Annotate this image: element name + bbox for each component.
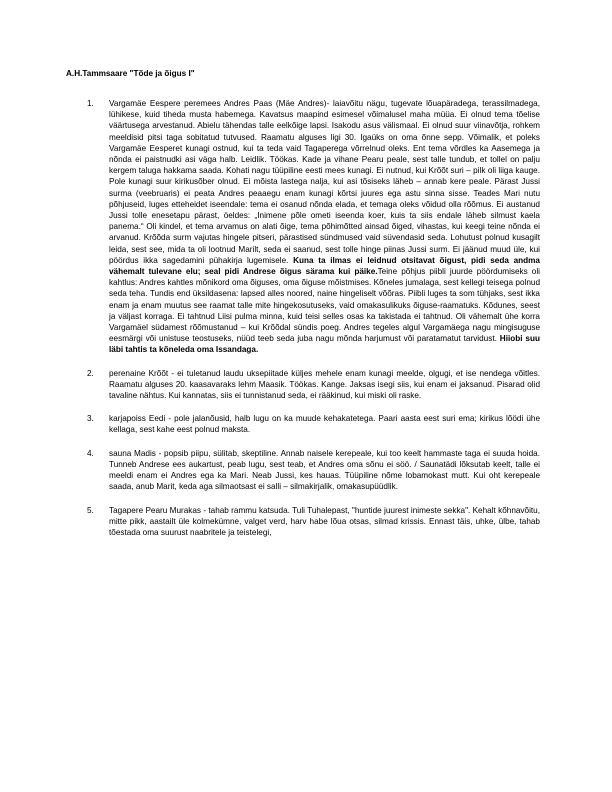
text-segment: Teine põhjus piibli juurde pöördumiseks oli kahtlus: Andres kahtles mõnikord oma õiguses, oma õiguse mõistmises. Kõneles jumalaga, sest kellegi teisega polnud seda teha. Tundis end üksildasena: lapsed alles noored, naine hingeliselt võõras. Piibli luges ta som tühjaks, sest ikka enam ja enam muutus see raamat talle mite hingekosutuseks, vaid omakasulikuks õiguse-raamatuks. Kõdunes, seest ja väljast korraga. Ei tahtnud Liisi pulma minna, kuid teisi selles osas ka takistada ei tahtnud. Oli vähemalt ühe korra Vargamäel südamest rõõmustanud – kui Krõõdal sündis poeg. Andres tegeles algul Vargamäega nagu mingisuguse eesmärgi või unistuse teostuseks, nüüd teeb seda juba nagu mõnda harjumust või paratamatut tarvidust. xyxy=(109,267,540,344)
list-item-paragraph xyxy=(109,448,540,493)
list-item-paragraph xyxy=(109,413,540,435)
list-item-number: 5. xyxy=(87,505,94,515)
list-item-number: 1. xyxy=(87,99,94,108)
bold-text-segment: Hiiobi suu läbi tahtis ta kõneleda oma Issandaga. xyxy=(109,334,540,355)
list-item-paragraph xyxy=(109,368,540,402)
text-segment: sauna Madis - popsib piipu, sülitab, skeptiline. Annab naisele kerepeale, kui too keelt hammaste taga ei suuda hoida. Tunneb Andrese ees aukartust, peab lugu, sest teab, et Andres oma sõnu ei söö. / Saunatädi lõksutab keelt, talle ei meeldi enam ei Andres ega ka Mari. Neab Jussi, kes hauas. Tüüpiline nõme lobamokast mutt. Kui oht kerepeale saada, anub Marit, keda aga silmaotsast ei salli – silmakirjalik, omakasupüüdlik. xyxy=(109,448,540,492)
list-item-paragraph xyxy=(109,505,540,539)
numbered-list xyxy=(66,98,540,538)
list-item xyxy=(66,98,540,356)
list-item xyxy=(66,368,540,402)
text-segment: karjapoiss Eedi - pole jalanõusid, halb lugu on ka muude kehakatetega. Paari aasta eest suri ema; kirikus lõödi ühe kellaga, sest kahe eest polnud maksta. xyxy=(109,414,540,435)
list-item-paragraph xyxy=(109,98,540,356)
list-item-number: 4. xyxy=(87,448,94,458)
list-item xyxy=(66,413,540,435)
list-item-number: 3. xyxy=(87,414,94,424)
list-item-number: 2. xyxy=(87,368,94,378)
text-segment: Tagapere Pearu Murakas - tahab rammu katsuda. Tuli Tuhalepast, "huntide juurest inimeste sekka". Kehalt kõhnavõitu, mitte pikk, aastailt üle kolmekümne, valget verd, harv habe lõua otsas, silmad krissis. Ennast täis, uhke, ülbe, tahab tõestada oma suurust naabritele ja teistelegi, xyxy=(109,505,540,537)
document-title: A.H.Tammsaare "Tõde ja õigus I" xyxy=(66,69,195,78)
bold-text-segment: Kuna ta ilmas ei leidnud otsitavat õigust, pidi seda andma vähemalt tulevane elu; seal pidi Andrese õigus särama kui päike. xyxy=(109,255,540,277)
list-item xyxy=(66,505,540,539)
text-segment: perenaine Krõõt - ei tuletanud laudu uksepiitade küljes mehele enam kunagi meelde, olgugi, et ise nendega võitles. Raamatu alguses 20. kaasavaraks lehm Maasik. Töökas. Kange. Jaksas isegi siis, kui enam ei jaksanud. Pisarad olid tavaline nähtus. Kui kannatas, siis ei tunnistanud seda, ei rääkinud, kui miski oli raske. xyxy=(109,368,540,401)
list-item xyxy=(66,448,540,493)
text-segment: Vargamäe Eespere peremees Andres Paas (Mäe Andres)- laiavõitu nägu, tugevate lõuapäradega, terassilmadega, lühikese, kuid tiheda musta habemega. Kavatsus maapind esimesel võimalusel maha müüa. Ei olnud tema tõelise väärtusega arvestanud. Abielu tähendas talle eelkõige lapsi. Isakodu asus välismaal. Ei olnud suur viinavõtja, rohkem meeldisid pitsi taga sobitatud tutvused. Raamatu alguses ligi 30. Igaüks on oma õnne sepp. Võimalik, et poleks Vargamäe Eesperet kunagi ostnud, kui ta teda vaid Tagaperega võrrelnud oleks. Ent tema võrdles ka Aasemega ja nõnda ei paistnudki asi väga halb. Leidlik. Töökas. Kade ja vihane Pearu peale, sest talle tundub, et tollel on palju kergem taluga hakkama saada. Kohati nagu tüüpiline eesti mees kunagi. Ei nutnud, kui Krõõt suri – pilk oli liiga kauge. Pole kunagi suur kirikusõber olnud. Ei mõista lastega nalja, kui asi tõsiseks läheb – annab kere peale. Pärast Jussi surma (veebruaris) ei peata Andres peaaegu enam kunagi kõrtsi juures ega astu sinna sisse. Teades Mari nutu põhjuseid, luges etteheidet iseendale: tema ei osanud nõnda elada, et temaga oleks võidud olla rõõmus. Ei austanud Jussi tolle enesetapu pärast, öeldes: „Inimene põle ometi iseenda koer, kuis ta siis endale läheb silmust kaela panema.“ Oli kindel, et tema arvamus on alati õige, tema põhimõtted ainsad õiged, vihastas, kui keegi teine nõnda ei arvanud. Krõõda surm vajutas hingele pitseri, pärastised sündmused vaid süvendasid seda. Lohutust polnud kusagilt leida, sest see, mida ta oli lootnud Marilt, seda ei saanud, sest tolle hinge piinas Jussi surm. Ei jäänud muud üle, kui pöördus ikka sagedamini pühakirja lugemisele. xyxy=(109,99,540,265)
